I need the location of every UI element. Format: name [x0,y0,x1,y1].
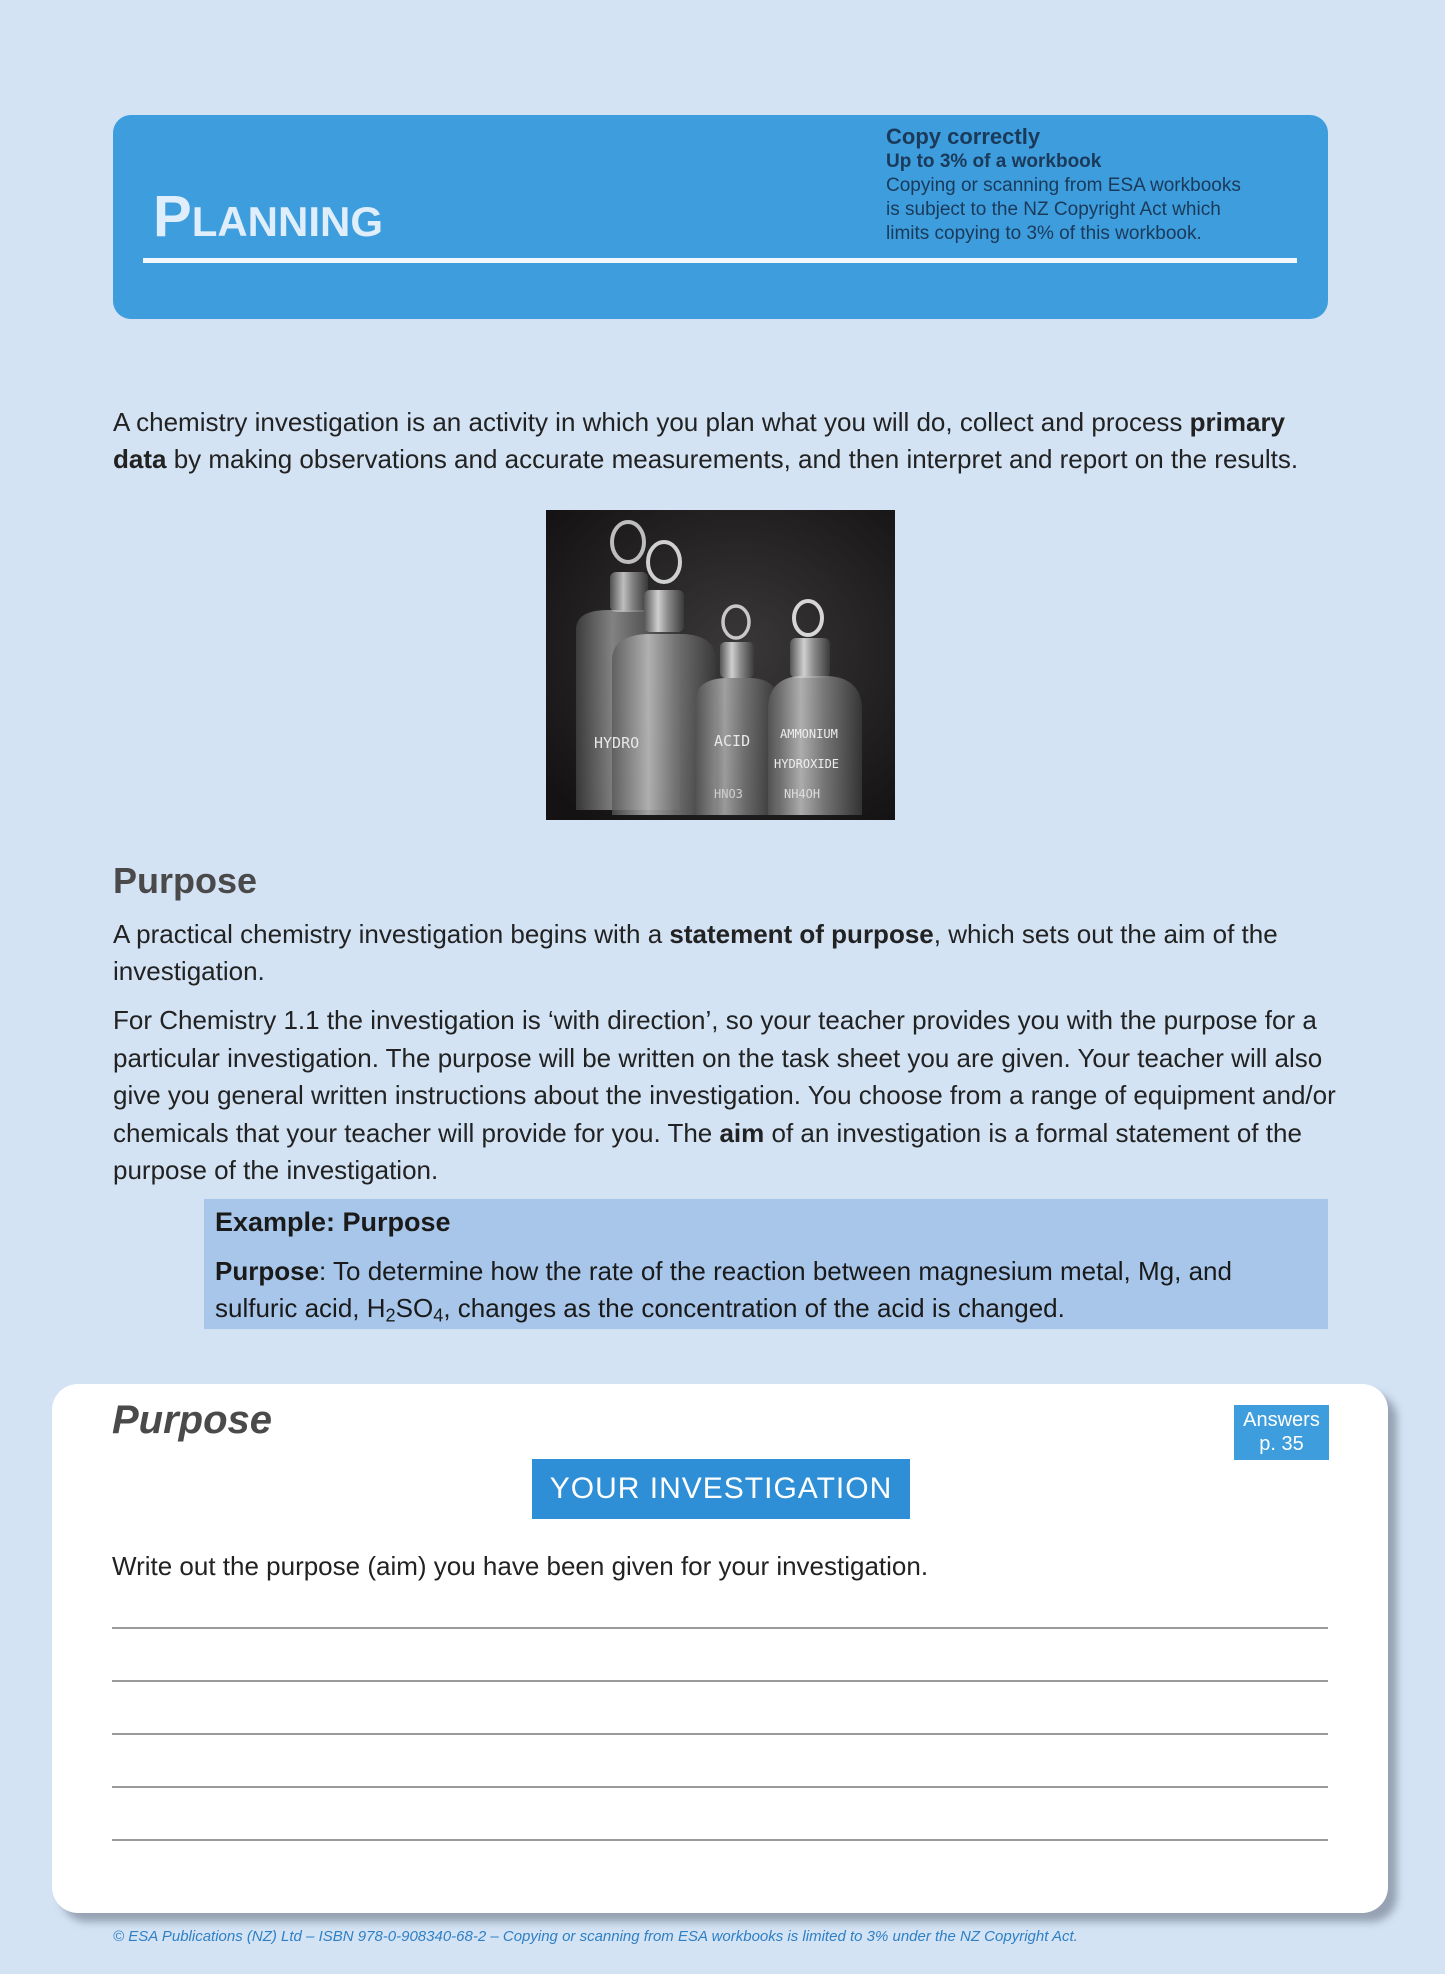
activity-instruction: Write out the purpose (aim) you have been given for your investigation. [112,1551,929,1581]
aim-term: aim [719,1117,765,1148]
your-investigation-banner: YOUR INVESTIGATION [532,1459,910,1519]
chapter-title: PLANNING [153,184,384,249]
bottle-label: AMMONIUM [780,727,838,741]
section-heading: Purpose [113,860,258,901]
answer-line[interactable] [112,1680,1328,1682]
statement-of-purpose-term: statement of purpose [669,919,934,949]
answer-line[interactable] [112,1733,1328,1735]
activity-card [52,1384,1388,1913]
reagent-bottles-image [546,510,895,820]
purpose-paragraph: A practical chemistry investigation begins with a statement of purpose, which sets out the aim of the investigation. [113,919,1278,986]
reagent-bottles-photo [546,510,895,820]
copy-notice-line: Copying or scanning from ESA workbooks [886,175,1241,196]
activity-heading: Purpose [112,1398,273,1442]
copy-notice-subtitle: Up to 3% of a workbook [886,151,1102,172]
answer-line[interactable] [112,1627,1328,1629]
primary-data-term: primary data [113,407,1286,474]
header-rule [143,258,1297,263]
copy-notice-line: is subject to the NZ Copyright Act which [886,199,1221,220]
bottle-label: NH4OH [784,787,821,801]
example-text: Purpose: To determine how the rate of the reaction between magnesium metal, Mg, and sulfuric acid, $H_2SO_4$, changes as the concentration of the acid is changed. [215,1256,1232,1326]
bottle-label: HYDRO [594,734,640,752]
copyright-footer: © ESA Publications (NZ) Ltd – ISBN 978-0-908340-68-2 – Copying or scanning from ESA workbooks is limited to 3% under the NZ Copyright Act. [113,1928,1078,1945]
intro-paragraph: A chemistry investigation is an activity in which you plan what you will do, collect and process primary data by making observations and accurate measurements, and then interpret and report on the results. [113,407,1299,474]
bottle-label: HYDROXIDE [774,757,840,771]
copy-notice-line: limits copying to 3% of this workbook. [886,223,1202,244]
answer-line[interactable] [112,1839,1328,1841]
answers-badge: Answers p. 35 [1234,1405,1329,1460]
chapter-header [113,115,1328,319]
answer-line[interactable] [112,1786,1328,1788]
copy-notice [886,124,1306,246]
example-box [204,1199,1328,1329]
example-title: Example: Purpose [215,1207,451,1237]
direction-paragraph: For Chemistry 1.1 the investigation is ‘with direction’, so your teacher provides you with the purpose for a particular investigation. The purpose will be written on the task sheet you are given. Your teacher will also give you general written instructions about the investigation. You choose from a range of equipment and/or chemicals that your teacher will provide for you. The aim of an investigation is a formal statement of the purpose of the investigation. [113,1005,1336,1185]
copy-notice-title: Copy correctly [886,124,1041,149]
bottle-label: HNO3 [714,787,743,801]
bottle-label: ACID [714,732,751,750]
